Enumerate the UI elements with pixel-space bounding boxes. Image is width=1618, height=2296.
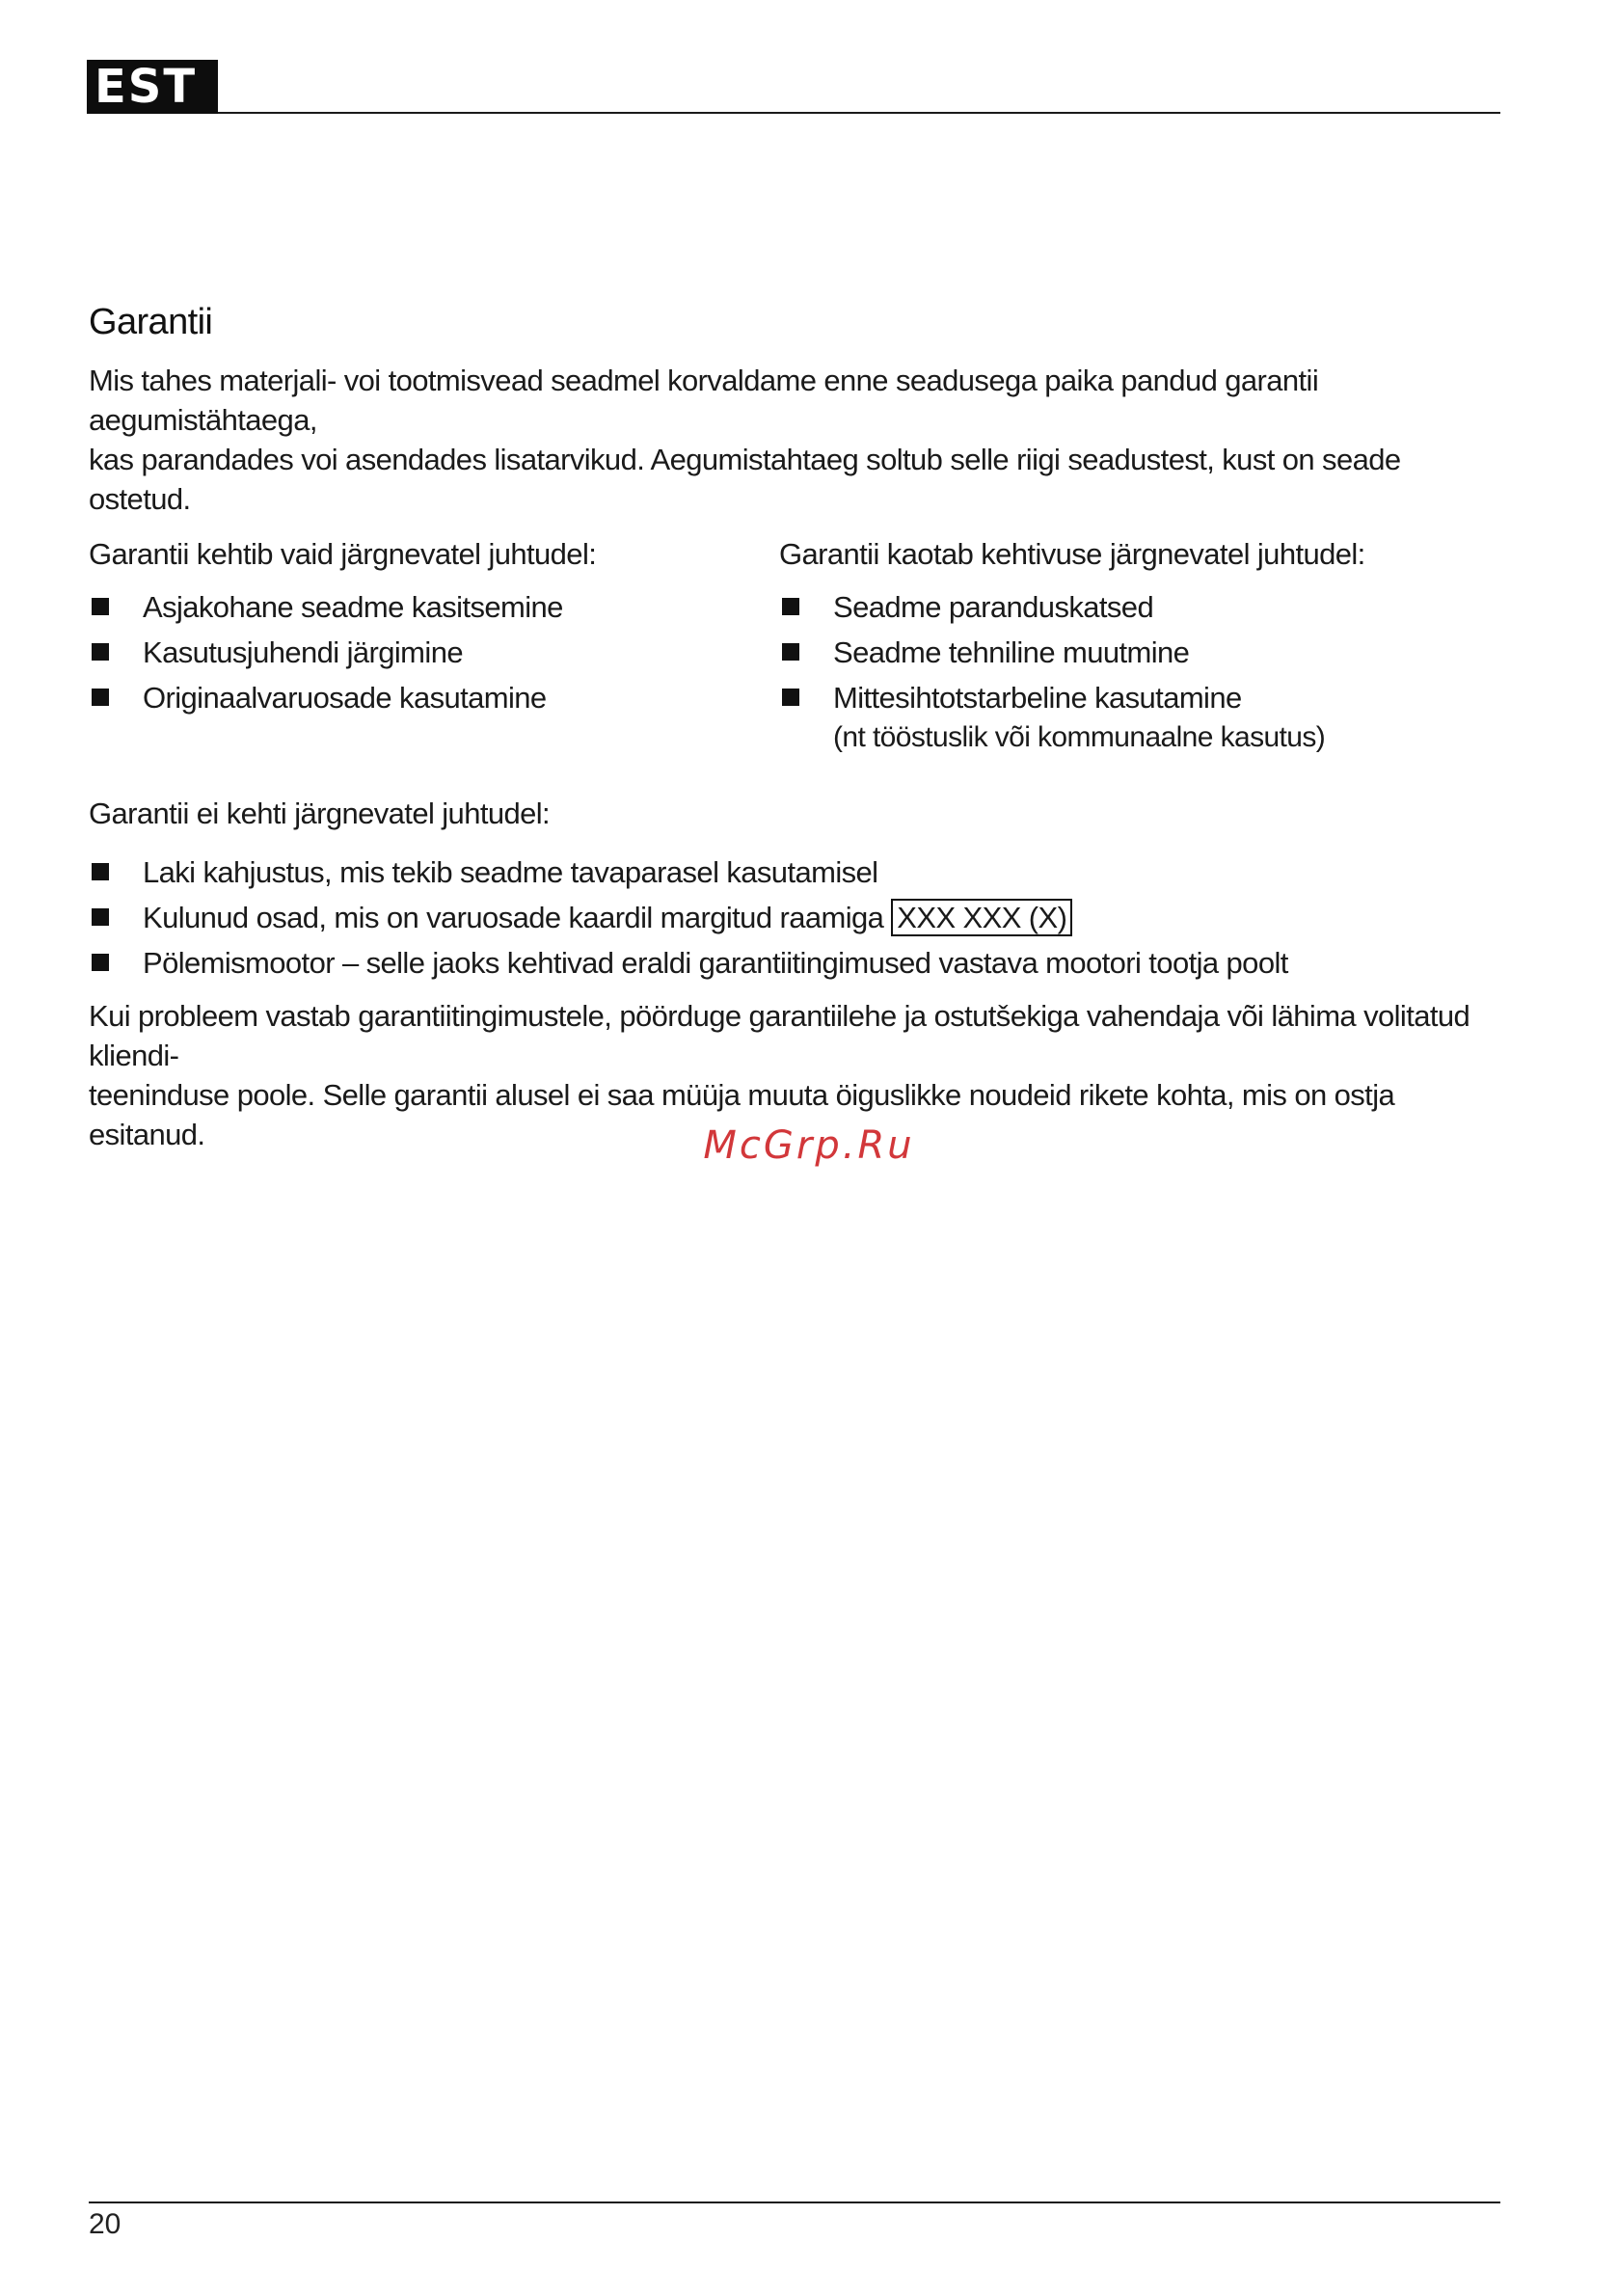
watermark: McGrp.Ru [703, 1123, 915, 1168]
square-bullet-icon [782, 689, 799, 706]
void-title: Garantii kaotab kehtivuse järgnevatel juhtudel: [779, 537, 1365, 571]
list-item [779, 587, 1493, 627]
void-note: (nt tööstuslik või kommunaalne kasutus) [833, 721, 1326, 753]
list-item-text: Kulunud osad, mis on varuosade kaardil margitud raamiga [143, 901, 884, 934]
valid-title: Garantii kehtib vaid järgnevatel juhtudel: [89, 537, 597, 571]
excluded-title: Garantii ei kehti järgnevatel juhtudel: [89, 797, 551, 830]
list-item-text: Asjakohane seadme kasitsemine [143, 590, 563, 624]
square-bullet-icon [92, 954, 109, 971]
square-bullet-icon [92, 689, 109, 706]
footer-rule [89, 2201, 1500, 2203]
list-item-text: Laki kahjustus, mis tekib seadme tavaparasel kasutamisel [143, 855, 878, 889]
list-item-text: Mittesihtotstarbeline kasutamine [833, 681, 1242, 715]
excluded-conditions [89, 794, 1506, 983]
void-list [779, 587, 1493, 757]
warranty-section [89, 297, 1506, 1154]
list-item [89, 898, 1506, 937]
intro-paragraph [89, 361, 1506, 519]
square-bullet-icon [92, 643, 109, 661]
square-bullet-icon [782, 598, 799, 615]
language-badge: EST [87, 60, 218, 114]
excluded-list [89, 852, 1506, 983]
intro-line-2: kas parandades voi asendades lisatarvikud. Aegumistahtaeg soltub selle riigi seadustest, kust on seade ostetud. [89, 443, 1401, 516]
part-code-box: XXX XXX (X) [891, 899, 1072, 936]
void-conditions [779, 534, 1493, 763]
closing-line-2: teeninduse poole. Selle garantii alusel ei saa müüja muuta öiguslikke noudeid rikete kohta, mis on ostja esitanud. [89, 1078, 1395, 1151]
square-bullet-icon [92, 863, 109, 880]
page-number: 20 [89, 2208, 121, 2240]
header-rule [218, 112, 1500, 114]
list-item [89, 678, 779, 717]
list-item-text: Kasutusjuhendi järgimine [143, 635, 463, 669]
list-item-text: Seadme paranduskatsed [833, 590, 1154, 624]
valid-list [89, 587, 779, 717]
list-item [779, 678, 1493, 757]
square-bullet-icon [92, 598, 109, 615]
list-item-text: Pölemismootor – selle jaoks kehtivad eraldi garantiitingimused vastava mootori tootja poolt [143, 946, 1288, 980]
valid-conditions [89, 534, 779, 763]
list-item [779, 633, 1493, 672]
conditions-columns [89, 534, 1506, 763]
list-item-text: Seadme tehniline muutmine [833, 635, 1190, 669]
list-item [89, 633, 779, 672]
section-title: Garantii [89, 302, 213, 342]
list-item [89, 943, 1506, 983]
square-bullet-icon [782, 643, 799, 661]
list-item [89, 852, 1506, 892]
square-bullet-icon [92, 908, 109, 926]
list-item-text: Originaalvaruosade kasutamine [143, 681, 547, 715]
list-item [89, 587, 779, 627]
intro-line-1: Mis tahes materjali- voi tootmisvead seadmel korvaldame enne seadusega paika pandud garantii aegumistähtaega, [89, 364, 1319, 437]
closing-line-1: Kui probleem vastab garantiitingimustele, pöörduge garantiilehe ja ostutšekiga vahendaja või lähima volitatud kliendi- [89, 999, 1470, 1072]
